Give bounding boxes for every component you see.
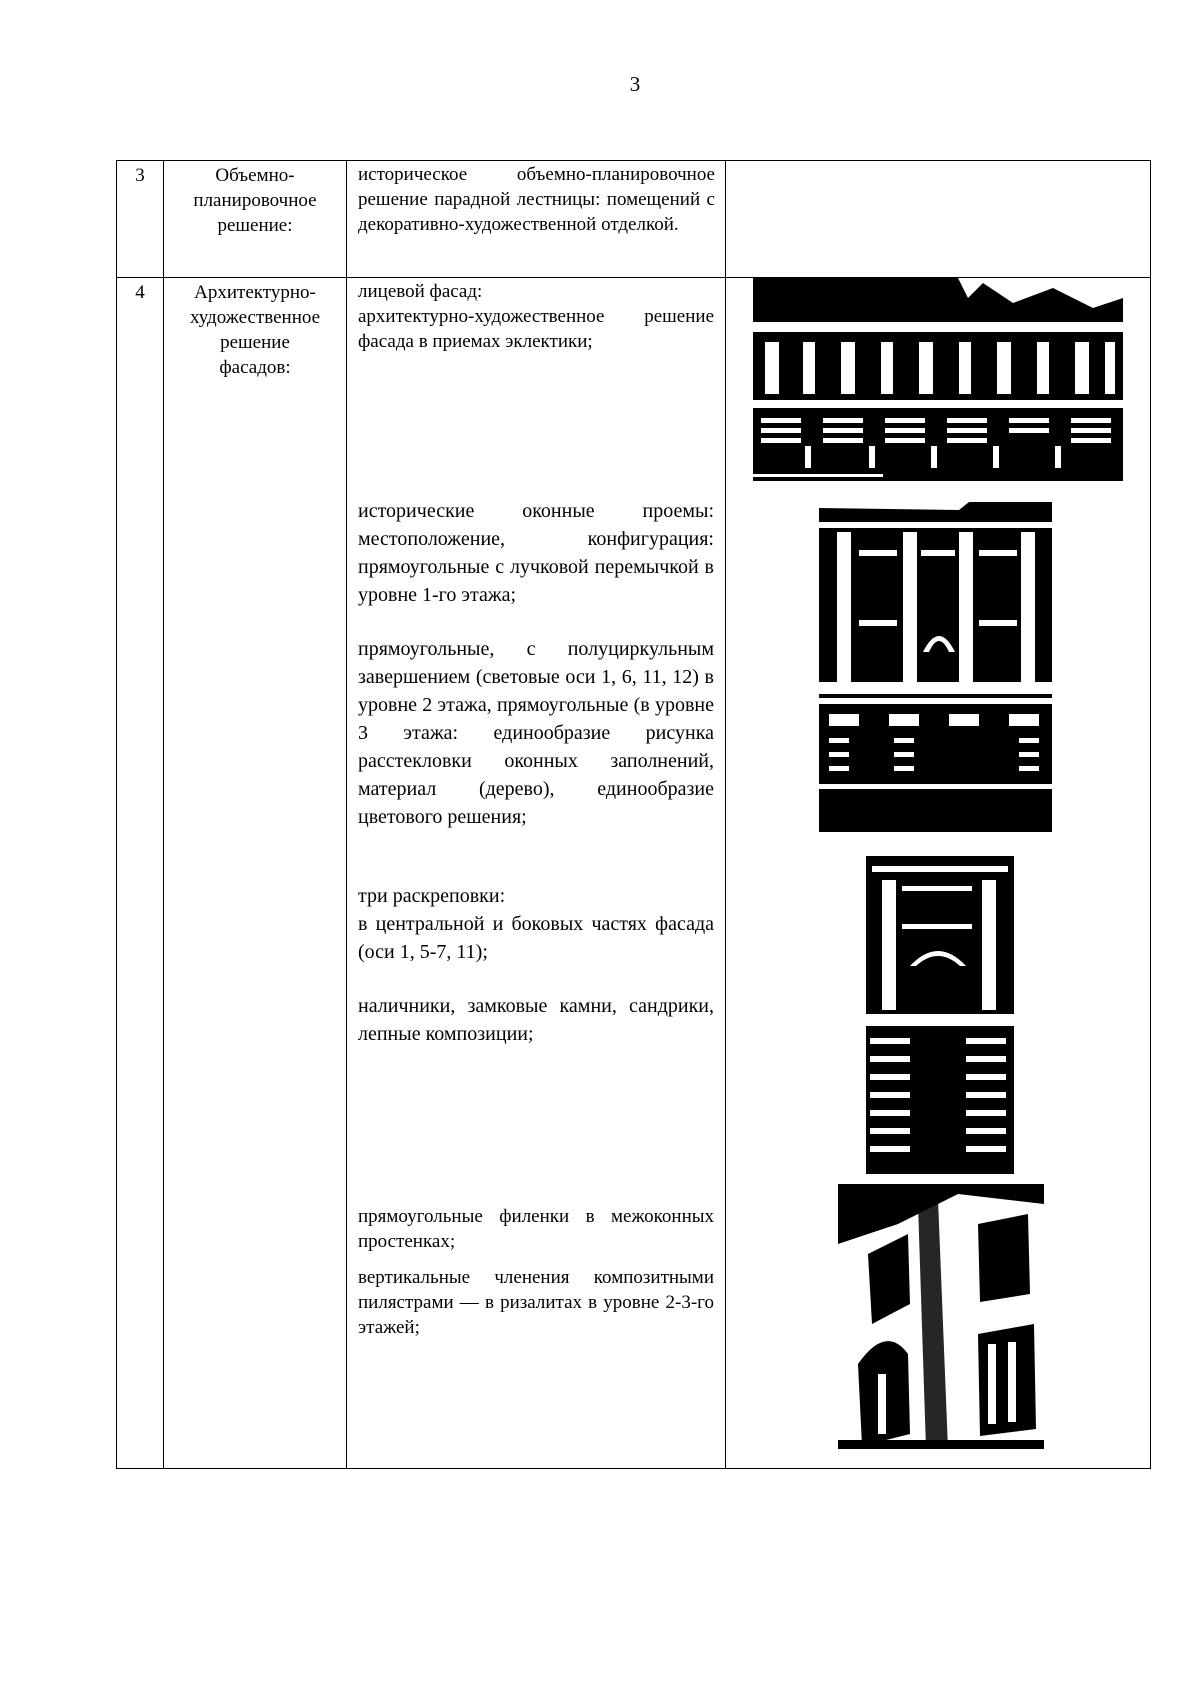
description-block-windows-2 [358, 635, 714, 831]
block-text: прямоугольные филенки в межоконных простенках; [358, 1206, 714, 1252]
facade-projection-photo [866, 856, 1014, 1174]
row-number-cell [117, 161, 164, 278]
subject-description: историческое объемно-планировочное решение парадной лестницы: помещений с декоративно-художественной отделкой. [358, 164, 715, 235]
table-row-4 [117, 278, 1151, 1469]
facade-windows-photo [819, 502, 1052, 832]
block-text: архитектурно-художественное решение фасада в приемах эклектики; [358, 306, 714, 352]
description-block-windows-1 [358, 497, 714, 609]
row-number: 3 [135, 165, 145, 186]
subject-description-cell [347, 161, 726, 278]
block-heading: три раскреповки: [358, 885, 506, 907]
row-number: 4 [135, 282, 145, 303]
block-heading: лицевой фасад: [358, 281, 483, 302]
image-cell [726, 161, 1151, 278]
block-text: в центральной и боковых частях фасада (оси 1, 5-7, 11); [358, 913, 714, 963]
subject-name: Архитектурно- художественное решение фасадов: [189, 282, 321, 378]
facade-pilasters-photo [838, 1184, 1044, 1449]
subject-name: Объемно- планировочное решение: [193, 165, 317, 236]
description-block-decor [358, 992, 714, 1048]
block-text: наличники, замковые камни, сандрики, лепные композиции; [358, 995, 714, 1045]
table-row-3 [117, 161, 1151, 278]
subject-description-cell [347, 278, 726, 1469]
subject-name-cell [164, 161, 347, 278]
heritage-subject-table [116, 160, 1151, 1469]
row-number-cell [117, 278, 164, 1469]
description-block-pilasters [358, 1265, 714, 1340]
description-block-projections [358, 882, 714, 966]
block-text: вертикальные членения композитными пилястрами — в ризалитах в уровне 2-3-го этажей; [358, 1267, 714, 1338]
facade-overview-photo [753, 278, 1123, 481]
description-block-panels [358, 1204, 714, 1254]
image-cell [726, 278, 1151, 1469]
description-block-facade [358, 279, 714, 354]
block-text: исторические оконные проемы: местоположение, конфигурация: прямоугольные с лучковой перемычкой в уровне 1-го этажа; [358, 500, 714, 606]
subject-name-cell [164, 278, 347, 1469]
page-number: 3 [629, 72, 641, 96]
block-text: прямоугольные, с полуциркульным завершением (световые оси 1, 6, 11, 12) в уровне 2 этажа, прямоугольные (в уровне 3 этажа: единообразие рисунка расстекловки оконных заполнений, материал (дерево), единообразие цветового решения; [358, 638, 714, 828]
